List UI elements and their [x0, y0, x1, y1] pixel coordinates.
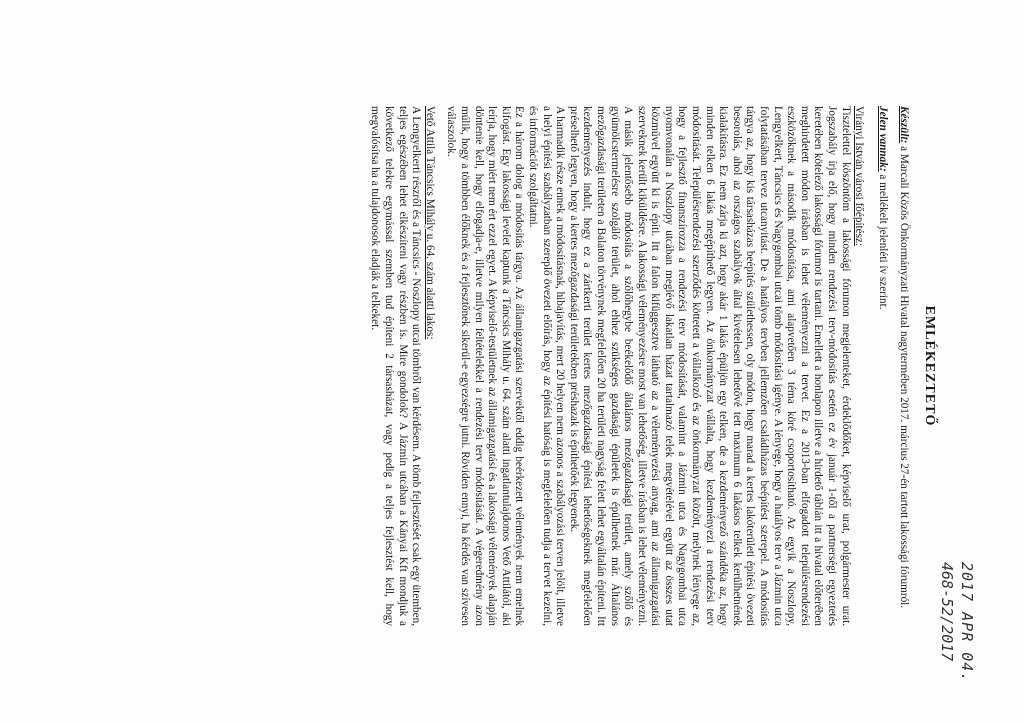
- stamp-number: 468-52/2017: [938, 562, 956, 662]
- speaker-2-name: Vető Attila Táncsics Mihály u. 64. szám alatti lakos:: [423, 106, 436, 340]
- registration-stamp: [938, 562, 976, 702]
- intro-text: a Marcali Közös Önkormányzati Hivatal nagytermében 2017. március 27-én tartott lakossági fórumról.: [898, 146, 911, 609]
- intro-label: Készült:: [898, 106, 911, 144]
- paragraph-3: A harmadik része ennek a módosításnak, hibajavítás, mert 20 helyen nem azonos a szabályozási terven jelölt, illetve a helyi építési szabályzatban szereplő övezeti előírás, hogy az építési hatóság is megfelelően tudja a tervet kezelni, és információt szolgáltatni.: [526, 106, 567, 626]
- speaker-1-text: Tisztelettel köszöntöm a lakossági fórumon megjelenteket, érdeklődőket, képviselő urat, polgármester urat. Jogszabály írja elő, hogy minden rendezési terv-módosítás esetén ez év január 1-től a partnerségi egyeztetés keretében kötelező lakossági fórumot is tartani. Emellett a honlapon illetve a hirdető táblán itt a hivatal előterében meghirdetett módon írásban is lehet véleményezni a tervet. Ez a 2013-ban elfogadott településrendezési eszközöknek a második módosítása, ami alapvetően 3 téma köré csoportosítható. Az egyik a Noszlopy, Lengyelkert, Táncsics és Nagygombai utcai tömb módosítási igénye. A lényege, hogy a hatályos terv a Jázmin utca folytatásában tervez utcanyitást. De a hatályos tervben jellemzően családiházas beépítést szerepel. A módosítás tárgya az, hogy kis társasházas beépítés születhessen, oly módon, hogy marad a kertes lakóterületi építési övezeti besorolás, ahol az országos szabályok által kivételesen lehetővé tett maximum 6 lakásos telkek kerülhetnének kialakításra. Ez nem zárja ki azt, hogy akár 1 lakás épüljön egy telken, de a kezdeményező szándéka az, hogy minden telken 6 lakás megépíthető legyen. Az önkormányzat vállalta, hogy kezdeményezi a rendezési terv módosítását. Településrendezési szerződés köttetett a vállalkozó és az önkormányzat között, melynek lényege az, hogy a fejlesztő finanszírozza a rendezési terv módosítását, valamint a Jázmin utca és Nagygombai utca nyomvonalán a Noszlopy utcában meglévő lakatlan házat tartalmazó telek megvételével együtt az összes utat közművel együtt ki is építi. Itt a falon kifüggesztve látható az a véleményezési anyag, ami az államigazgatási szerveknek került kiküldésre. A lakossági véleményezésre most van lehetőség, illetve írásban is lehet véleményezni. A másik jelentősebb módosítás a szőlőhegybe beékelődő általános mezőgazdasági terület, amely szőlő és gyümölcstermelésre szolgáló terület, ahol ehhez szükséges gazdasági épületek is épülhetnek már. Általános mezőgazdasági területen a Balaton törvénynek megfelelően 20 ha területi nagyság felett lehet egyáltalán építeni. Itt kezdeményezés indult, hogy ez a zártkerti terület kertes mezőgazdasági építési lehetőségeknek megfelelően préselhető legyen, hogy a kertes mezőgazdasági területekben préshazak is építhetőek legyenek.: [567, 106, 852, 626]
- present-text: a mellékelt jelenléti ív szerint.: [876, 174, 889, 310]
- document-body: [368, 106, 936, 626]
- stamp-date: 2017 APR 04.: [958, 562, 976, 683]
- present-paragraph: [875, 106, 889, 626]
- present-label: Jelen vannak:: [876, 106, 889, 172]
- speaker-1-name: Virányi István városi főépítész:: [853, 106, 866, 247]
- document-title: EMLÉKEZTETŐ: [922, 305, 937, 427]
- intro-paragraph: [897, 106, 911, 626]
- speaker-2-text: A Lengyelkerti részről és a Táncsics - Noszlopy utcai tömbről van kérdésem. A tömb fejlesztését csak egy ütemben, teljes egészében lehet elkészíteni vagy részben is. Mire gondolok? A Jázmin utcában a Kányai Kft mondjuk a következő telekre egymással szemben tud építeni 2 társasházat, vagy pedig a teljes fejlesztést kell, hogy megvalósítsa ha a tulajdonosok eladják a telkeket.: [369, 106, 423, 626]
- paragraph-4: Ez a három dolog a módosítás tárgya. Az államigazgatási szervektől eddig beérkezett vélemények nem emelnek kifogást. Egy lakossági levelet kaptunk a Táncsics Mihály u. 64. szám alatti ingatlantulajdonos Vető Attilától, aki leírja, hogy miért nem ért ezzel egyet. A képviselő-testületnek az államigazgatási és a lakossági vélemények alapján döntenie kell, hogy elfogadja-e, illetve milyen feltételekkel a rendezési terv módosítását. A végeredmény azon múlik, hogy a tömbben élőknek és a fejlesztőnek sikerül-e egyezségre jutni. Röviden ennyi, ha kérdés van szívesen válaszolok.: [445, 106, 526, 626]
